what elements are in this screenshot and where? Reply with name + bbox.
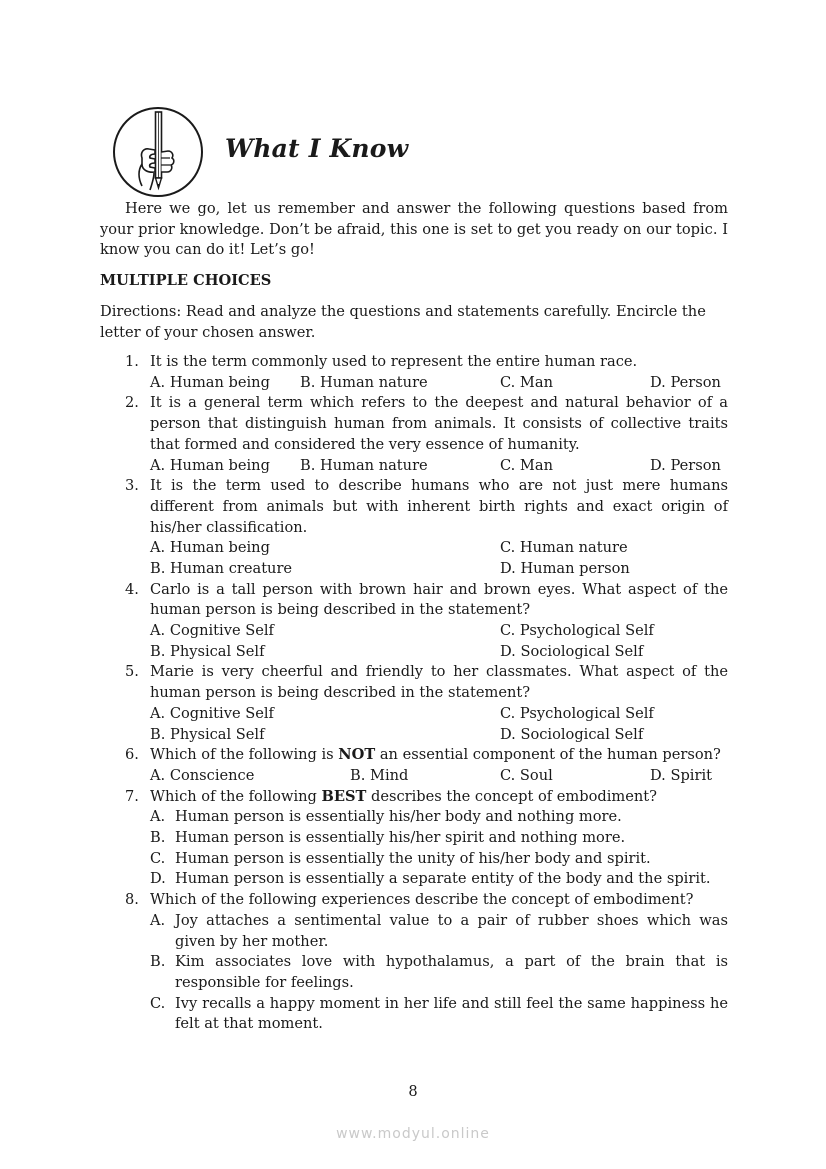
- choice-letter: B.: [150, 953, 166, 971]
- choice-letter: C.: [150, 849, 166, 867]
- choice-option[interactable]: B. Human nature: [300, 456, 428, 474]
- question-number: 6.: [125, 746, 139, 764]
- choice-option[interactable]: C. Soul: [500, 766, 553, 784]
- question-text: It is the term commonly used to represent the entire human race.: [150, 353, 638, 370]
- choice-option[interactable]: C. Psychological Self: [500, 622, 654, 640]
- question-number: 3.: [125, 477, 139, 495]
- choice-option[interactable]: D. Sociological Self: [500, 642, 644, 660]
- intro-text: Here we go, let us remember and answer the following questions based from your prior knowledge. Don’t be afraid, this one is set to get you ready on our topic. I know you can do it! Let’s go!: [100, 200, 728, 258]
- choice-option[interactable]: C. Psychological Self: [500, 704, 654, 722]
- choice-option[interactable]: A. Human being: [150, 539, 270, 557]
- choices: [150, 704, 728, 745]
- choice-text: Human person is essentially his/her body and nothing more.: [175, 808, 622, 826]
- choice-text: Ivy recalls a happy moment in her life and still feel the same happiness he felt at that moment.: [175, 994, 728, 1033]
- question-text: Carlo is a tall person with brown hair and brown eyes. What aspect of the human person is being described in the statement?: [150, 580, 728, 619]
- question-item: [100, 476, 728, 580]
- choice-letter: D.: [150, 870, 166, 888]
- choice-option[interactable]: [150, 952, 728, 993]
- emphasis-word: BEST: [321, 787, 367, 805]
- choice-option[interactable]: D. Human person: [500, 559, 630, 577]
- choice-letter: A.: [150, 911, 166, 929]
- emphasis-word: NOT: [338, 746, 376, 764]
- question-text-end: describes the concept of embodiment?: [366, 787, 657, 805]
- question-text-end: an essential component of the human person?: [375, 746, 721, 764]
- choices: [150, 807, 728, 890]
- question-text-start: Which of the following is: [150, 746, 339, 764]
- choice-text: Human person is essentially the unity of his/her body and spirit.: [175, 849, 651, 867]
- choices: [150, 373, 728, 394]
- question-number: 7.: [125, 787, 139, 805]
- choice-option[interactable]: B. Human creature: [150, 559, 293, 577]
- question-list: [100, 352, 728, 1035]
- question-item: [100, 580, 728, 663]
- choice-option[interactable]: C. Man: [500, 456, 553, 474]
- choice-option[interactable]: [150, 994, 728, 1035]
- choice-option[interactable]: A. Conscience: [150, 766, 255, 784]
- choice-option[interactable]: [150, 828, 728, 849]
- choice-letter: A.: [150, 808, 166, 826]
- choice-text: Kim associates love with hypothalamus, a part of the brain that is responsible for feelings.: [175, 953, 728, 991]
- question-number: 8.: [125, 891, 139, 909]
- question-text: Marie is very cheerful and friendly to her classmates. What aspect of the human person is being described in the statement?: [150, 663, 728, 702]
- choice-option[interactable]: [150, 849, 728, 870]
- question-text: [150, 745, 728, 766]
- choice-option[interactable]: [150, 869, 728, 890]
- choice-option[interactable]: D. Person: [650, 373, 721, 391]
- choice-option[interactable]: D. Spirit: [650, 766, 712, 784]
- watermark-text: www.modyul.online: [336, 1126, 490, 1142]
- question-text: [150, 787, 728, 808]
- question-item: [100, 662, 728, 745]
- choice-option[interactable]: [150, 911, 728, 952]
- choice-option[interactable]: B. Physical Self: [150, 725, 265, 743]
- choice-letter: B.: [150, 829, 166, 847]
- choices: [150, 766, 728, 787]
- question-item: [100, 890, 728, 1035]
- section-title: MULTIPLE CHOICES: [100, 272, 272, 289]
- choice-letter: C.: [150, 994, 166, 1012]
- choices: [150, 911, 728, 1035]
- choices: [150, 538, 728, 579]
- choice-option[interactable]: B. Human nature: [300, 373, 428, 391]
- choice-option[interactable]: A. Human being: [150, 456, 270, 474]
- choice-text: Joy attaches a sentimental value to a pair of rubber shoes which was given by her mother.: [175, 911, 728, 950]
- question-item: [100, 352, 728, 393]
- question-number: 5.: [125, 663, 139, 681]
- question-item: [100, 745, 728, 786]
- choice-option[interactable]: D. Person: [650, 456, 721, 474]
- directions-text: Directions: Read and analyze the questions and statements carefully. Encircle the letter of your chosen answer.: [100, 303, 706, 341]
- choice-option[interactable]: B. Physical Self: [150, 642, 265, 660]
- page-title: What I Know: [225, 134, 409, 163]
- choice-option[interactable]: A. Human being: [150, 373, 270, 391]
- choice-option[interactable]: C. Human nature: [500, 539, 628, 557]
- hand-holding-pencil-icon: [112, 106, 204, 198]
- question-number: 1.: [125, 353, 139, 370]
- choice-option[interactable]: B. Mind: [350, 766, 409, 784]
- choices: [150, 621, 728, 662]
- question-number: 2.: [125, 394, 139, 412]
- question-text-start: Which of the following: [150, 787, 322, 805]
- choice-option[interactable]: [150, 807, 728, 828]
- question-text: It is a general term which refers to the deepest and natural behavior of a person that distinguish human from animals. It consists of collective traits that formed and considered the very essence of humanity.: [150, 394, 728, 453]
- choice-option[interactable]: A. Cognitive Self: [150, 704, 274, 722]
- question-item: [100, 393, 728, 476]
- question-number: 4.: [125, 580, 139, 598]
- question-text: It is the term used to describe humans who are not just mere humans different from animals but with inherent birth rights and exact origin of his/her classification.: [150, 477, 728, 536]
- choices: [150, 456, 728, 477]
- choice-text: Human person is essentially a separate entity of the body and the spirit.: [175, 870, 711, 888]
- question-item: [100, 787, 728, 891]
- choice-option[interactable]: C. Man: [500, 373, 553, 391]
- choice-option[interactable]: D. Sociological Self: [500, 725, 644, 743]
- intro-paragraph: [100, 199, 728, 261]
- question-text: Which of the following experiences describe the concept of embodiment?: [150, 891, 694, 909]
- page-number: 8: [408, 1083, 418, 1100]
- choice-option[interactable]: A. Cognitive Self: [150, 622, 274, 640]
- choice-text: Human person is essentially his/her spirit and nothing more.: [175, 829, 626, 847]
